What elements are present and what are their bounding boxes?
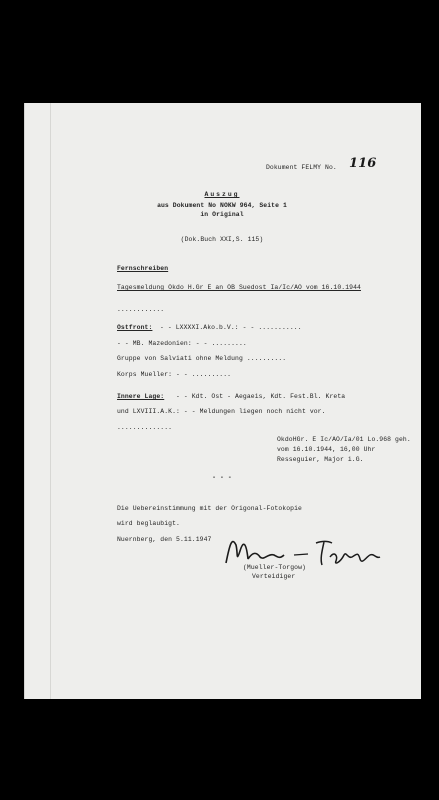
dots-line: ............ [117, 306, 165, 313]
book-reference: (Dok.Buch XXI,S. 115) [180, 236, 264, 243]
subtitle-line-1: aus Dokument No NOKW 964, Seite 1 [157, 202, 287, 209]
place-date: Nuernberg, den 5.11.1947 [117, 536, 212, 543]
doc-ref-label: Dokument FELMY No. [266, 164, 337, 171]
separator: - - - [212, 474, 232, 481]
salviati-line: Gruppe von Salviati ohne Meldung .......... [117, 355, 287, 362]
sig-block-line-1: OkdoHGr. E Ic/AO/Ia/01 Lo.968 geh. [277, 436, 411, 443]
innere-label: Innere Lage: [117, 393, 165, 400]
sig-block-line-3: Resseguier, Major i.G. [277, 456, 364, 463]
doc-ref-number: 116 [349, 156, 377, 171]
subtitle-line-2: in Original [200, 211, 244, 218]
document-title: Auszug [204, 191, 240, 198]
mazedonien-line: - - MB. Mazedonien: - - ......... [117, 340, 247, 347]
innere-text-2: und LXVIII.A.K.: - - Meldungen liegen noch nicht vor. [117, 408, 326, 415]
section-heading: Fernschreiben [117, 265, 169, 272]
mueller-line: Korps Mueller: - - .......... [117, 371, 232, 378]
certification-line-1: Die Uebereinstimmung mit der Origonal-Fotokopie [117, 505, 302, 512]
ostfront-text: - - LXXXXI.Ako.b.V.: - - ........... [160, 324, 302, 331]
signer-name: (Mueller-Torgow) [243, 564, 306, 571]
dots-line-2: .............. [117, 424, 173, 431]
innere-text: - - Kdt. Ost - Aegaeis, Kdt. Fest.Bl. Kreta [176, 393, 346, 400]
ostfront-label: Ostfront: [117, 324, 153, 331]
message-header: Tagesmeldung Okdo H.Gr E an OB Suedost Ia/Ic/AO vom 16.10.1944 [117, 284, 361, 291]
signer-role: Verteidiger [252, 573, 296, 580]
sig-block-line-2: vom 16.10.1944, 16,00 Uhr [277, 446, 376, 453]
certification-line-2: wird beglaubigt. [117, 520, 180, 527]
